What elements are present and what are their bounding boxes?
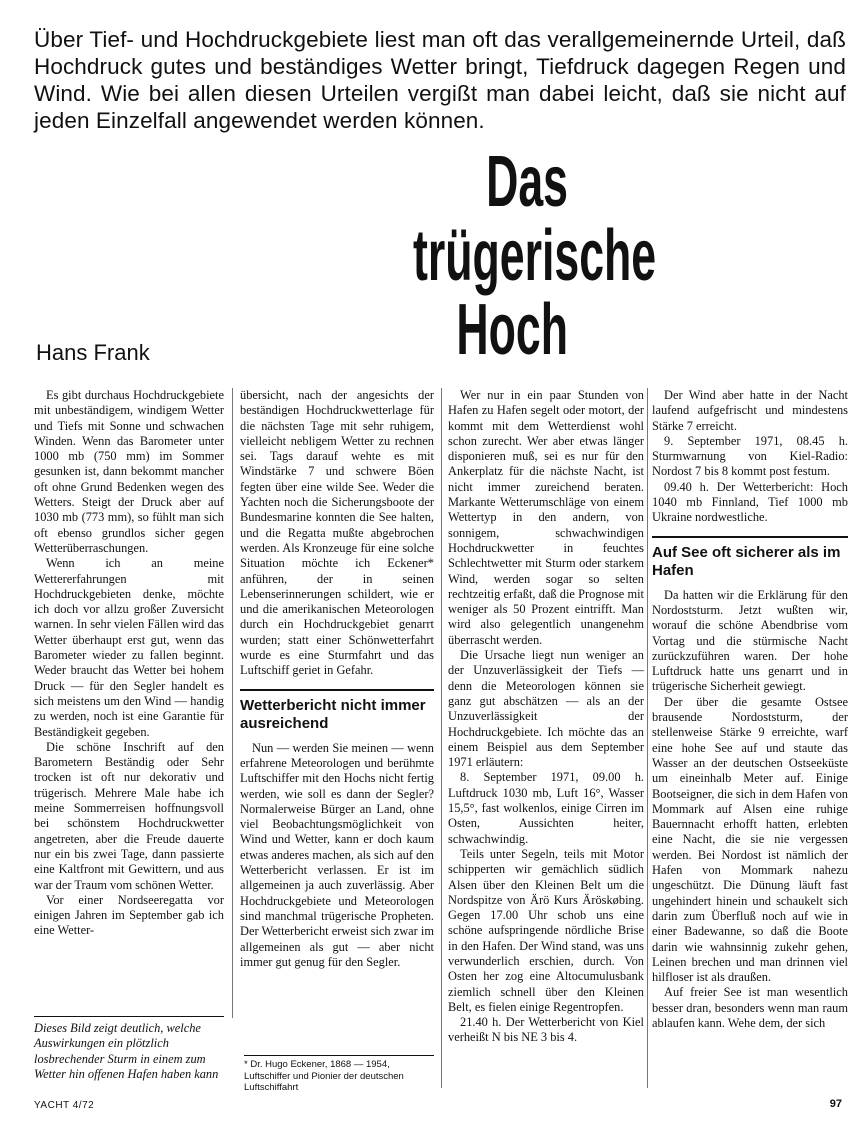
column-2 [240, 388, 434, 970]
col2-paragraph: Nun — werden Sie meinen — wenn erfahrene Meteorologen und berühmte Luftschiffer mit den Hochs nicht fertig werden, wie soll es dann der Segler? Normalerweise Bürger an Land, ohne viel Beobachtungsmöglichkeit von Wind und Wetter, kann er doch kaum etwas anderes machen, als sich auf den Wetterbericht verlassen. Er ist im allgemeinen ja auch zuverlässig. Aber Hochdruckgebiete und Meteorologen sind manchmal trügerische Propheten. Der Wetterbericht erweist sich zwar im allgemeinen als gut — aber nicht immer gut genug für den Segler. [240, 740, 434, 969]
author-name: Hans Frank [36, 340, 150, 365]
article-title [413, 142, 657, 370]
col3-paragraph: Die Ursache liegt nun weniger an der Unzuverlässigkeit der Tiefs — denn die Meteorologen können sie ganz gut abschätzen — als an der Unzuverlässigkeit der Hochdruckgebiete. Ich möchte das an einem Beispiel aus dem September 1971 erläutern: [448, 648, 644, 770]
col1-paragraph: Vor einer Nordseeregatta vor einigen Jahren im September gab ich eine Wetter- [34, 892, 224, 938]
col4-paragraph: Der über die gesamte Ostsee brausende Nordoststurm, der stellenweise Stärke 9 erreichte, warf eine hohe See auf und staute das Wasser an der deutschen Ostseeküste um eineinhalb Meter auf. Einige Bootseigner, die sich in dem Hafen von Mommark auf Alsen eine ruhige Bauernnacht erhofft hatten, erlebten eine Nacht, die sie nie vergessen werden. Bei Nordost ist nämlich der Hafen von Mommark nahezu ungeschützt. Die Dünung läuft fast ungehindert hinein und schaukelt sich darin zum Überfluß noch auf wie in einer Badewanne, so daß die Boote darin wie wahnsinnig zukehr gehen, Leinen brechen und man drinnen viel hilfloser ist als draußen. [652, 694, 848, 985]
col4-log-entry: 9. September 1971, 08.45 h. Sturmwarnung von Kiel-Radio: Nordost 7 bis 8 kommt post festum. [652, 433, 848, 479]
col3-log-entry: 21.40 h. Der Wetterbericht von Kiel verheißt N bis NE 3 bis 4. [448, 1015, 644, 1045]
col3-paragraph: Wer nur in ein paar Stunden von Hafen zu Hafen segelt oder motort, der kommt mit dem Wetterdienst wohl schon zurecht. Wer aber etwas länger disponieren muß, sei es nur für den Ankerplatz für die nächste Nacht, ist nicht immer zureichend beraten. Markante Wetterumschläge von einem Wettertyp in den andern, von sonnigem, schwachwindigen Hochdruckwetter in feuchtes Schlechtwetter mit Sturm oder starkem Wind, werden sogar so selten rechtzeitig erfaßt, daß die Prognose mit weniger als 50 Prozent eintrifft. Man wird also gelegentlich unangenehm überrascht werden. [448, 388, 644, 647]
column-rule-3 [647, 388, 648, 1088]
col4-log-entry: 09.40 h. Der Wetterbericht: Hoch 1040 mb Finnland, Tief 1000 mb Ukraine nordwestliche. [652, 479, 848, 525]
col1-paragraph: Die schöne Inschrift auf den Barometern Beständig oder Sehr trocken ist oft nur dekorativ und trügerisch. Mehrere Male habe ich meine Sommerreisen hoffnungsvoll bei schönstem Hochdruckwetter angetreten, aber die Freude dauerte nur ein bis zwei Tage, dann passierte eine Kaltfront mit Gewittern, und aus war der Traum vom schönen Wetter. [34, 739, 224, 892]
col4-paragraph: Auf freier See ist man wesentlich besser dran, besonders wenn man raum ablaufen kann. Wehe dem, der sich [652, 985, 848, 1030]
column-4 [652, 388, 848, 1031]
column-3 [448, 388, 644, 1046]
title-line-3: Hoch [456, 290, 568, 370]
footnote: * Dr. Hugo Eckener, 1868 — 1954, Luftschiffer und Pionier der deutschen Luftschiffahrt [244, 1055, 434, 1094]
col4-paragraph: Da hatten wir die Erklärung für den Nordoststurm. Jetzt wußten wir, worauf die schöne Abendbrise vom Vortag und die stürmische Nacht zurückzuführen waren. Der hohe Luftdruck hatte uns genarrt und in trügerische Sicherheit gewiegt. [652, 587, 848, 694]
title-line-2: trügerische [413, 216, 657, 296]
col4-paragraph: Der Wind aber hatte in der Nacht laufend aufgefrischt und mindestens Stärke 7 erreicht. [652, 388, 848, 433]
col2-paragraph: übersicht, nach der angesichts der beständigen Hochdruckwetterlage für die nächsten Tage mit sehr ruhigem, vielleicht nebligem Wetter zu rechnen sei. Tags darauf wehte es mit Windstärke 7 und schwere Böen fegten über eine wilde See. Weder die Yachten noch die Sicherungsboote der Bundesmarine konnten die See halten, und die Regatta mußte abgebrochen werden. Als Kronzeuge für eine solche Situation möchte ich Eckener* anführen, der in seinen Lebenserinnerungen schildert, wie er und die amerikanischen Meteorologen durch ein Hochdruckgebiet genarrt wurden; statt einer Schönwetterfahrt wurde es eine Sturmfahrt und das Luftschiff geriet in Gefahr. [240, 388, 434, 678]
column-rule-2 [441, 388, 442, 1088]
column-1 [34, 388, 224, 939]
magazine-issue: YACHT 4/72 [34, 1100, 95, 1111]
intro-paragraph: Über Tief- und Hochdruckgebiete liest man oft das verallgemeinernde Urteil, daß Hochdruck gutes und beständiges Wetter bringt, Tiefdruck dagegen Regen und Wind. Wie bei allen diesen Urteilen vergißt man dabei leicht, daß sie nicht auf jeden Einzelfall angewendet werden können. [34, 27, 846, 133]
col1-paragraph: Wenn ich an meine Wettererfahrungen mit Hochdruckgebieten denke, möchte ich doch vor allzu großer Zuversicht warnen. In sehr vielen Fällen wird das Wetter überhaupt erst gut, wenn das Barometer wieder zu fallen beginnt. Weder braucht das Wetter bei hohem Druck — für den Segler handelt es sich meistens um den Wind — handig zu werden, noch ist eine Garantie für Beständigkeit gegeben. [34, 556, 224, 739]
subheading-safer-at-sea: Auf See oft sicherer als im Hafen [652, 536, 848, 580]
image-caption: Dieses Bild zeigt deutlich, welche Auswirkungen ein plötzlich losbrechender Sturm in einem zum Wetter hin offenen Hafen haben kann [34, 1016, 224, 1082]
column-rule-1 [232, 388, 233, 1018]
page-number: 97 [829, 1098, 842, 1110]
col1-paragraph: Es gibt durchaus Hochdruckgebiete mit unbeständigem, windigem Wetter und Tiefs mit Sonne und schwachen Winden. Wenn das Barometer unter 1000 mb (750 mm) im Sommer gesunken ist, dann bekommt mancher oft ohne Grund Bedenken wegen des Wetters. Steigt der Druck aber auf 1030 mb (773 mm), so fühlt man sich oft ebenso grundlos sicher gegen Wetterüberraschungen. [34, 388, 224, 555]
title-line-1: Das [486, 142, 568, 222]
col3-paragraph: Teils unter Segeln, teils mit Motor schipperten wir gemächlich südlich Alsen über den Kleinen Belt um die Nordspitze von Ärö Kurs Äröskøbing. Gegen 17.00 Uhr schob uns eine schöne aufspringende nördliche Brise in den Hafen. Der Wind stand, was uns verwunderlich erschien, durch. Von Osten her zog eine Altocumulusbank ziemlich schnell über den Kleinen Belt, es fielen einige Regentropfen. [448, 846, 644, 1014]
col3-log-entry: 8. September 1971, 09.00 h. Luftdruck 1030 mb, Luft 16°, Wasser 15,5°, fast wolkenlos, einige Cirren im Osten, Aussichten heiter, schwachwindig. [448, 770, 644, 846]
subheading-weather-report: Wetterbericht nicht immer ausreichend [240, 689, 434, 733]
